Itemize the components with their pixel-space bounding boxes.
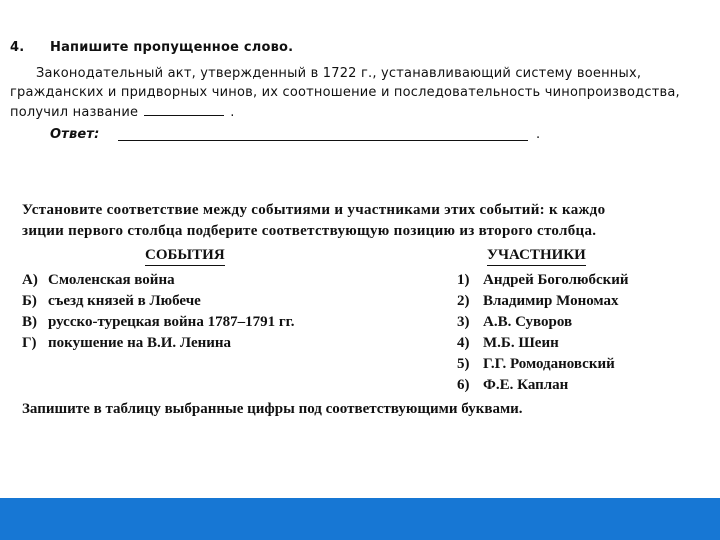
participant-item [457,333,629,354]
event-text: покушение на В.И. Ленина [48,335,232,351]
footer-bar [0,498,720,540]
event-text: съезд князей в Любече [48,293,201,309]
event-key: Б) [22,293,37,309]
matching-instruction-line-1: Установите соответствие между событиями и участниками этих событий: к каждо [22,202,606,218]
task-text-line-3 [10,104,235,120]
answer-line [118,140,528,141]
events-header: СОБЫТИЯ [145,247,225,266]
task-text-line-1: Законодательный акт, утвержденный в 1722 г., устанавливающий систему военных, [36,66,642,81]
participant-item [457,312,629,333]
task-text-line-2: гражданских и придворных чинов, их соотношение и последовательность чинопроизводства, [10,85,680,100]
participant-text: А.В. Суворов [483,314,573,330]
event-key: В) [22,314,37,330]
answer-label: Ответ: [50,127,100,142]
task-number: 4. [10,40,25,55]
task-text-line-3-start: получил название [10,105,139,120]
participant-key: 1) [457,272,470,288]
event-item [22,270,295,291]
participant-key: 6) [457,377,470,393]
event-text: Смоленская война [48,272,175,288]
participant-text: Ф.Е. Каплан [483,377,569,393]
event-text: русско-турецкая война 1787–1791 гг. [48,314,295,330]
event-key: А) [22,272,38,288]
participant-key: 4) [457,335,470,351]
events-list [22,270,295,354]
participant-item [457,270,629,291]
participant-text: Владимир Мономах [483,293,619,309]
participant-text: М.Б. Шеин [483,335,559,351]
task-text-line-3-end: . [230,105,235,120]
participant-item [457,291,629,312]
event-key: Г) [22,335,37,351]
participant-key: 5) [457,356,470,372]
participant-key: 2) [457,293,470,309]
table-instruction: Запишите в таблицу выбранные цифры под соответствующими буквами. [22,401,523,417]
participants-header: УЧАСТНИКИ [487,247,586,266]
task-question: Напишите пропущенное слово. [50,40,294,55]
participant-item [457,375,629,396]
matching-instruction-line-2: зиции первого столбца подберите соответствующую позицию из второго столбца. [22,223,597,239]
participants-list [457,270,629,396]
participant-text: Андрей Боголюбский [483,272,629,288]
participant-key: 3) [457,314,470,330]
event-item [22,333,295,354]
event-item [22,312,295,333]
answer-end: . [536,127,541,142]
participant-item [457,354,629,375]
event-item [22,291,295,312]
participant-text: Г.Г. Ромодановский [483,356,615,372]
fill-in-blank [144,104,224,116]
